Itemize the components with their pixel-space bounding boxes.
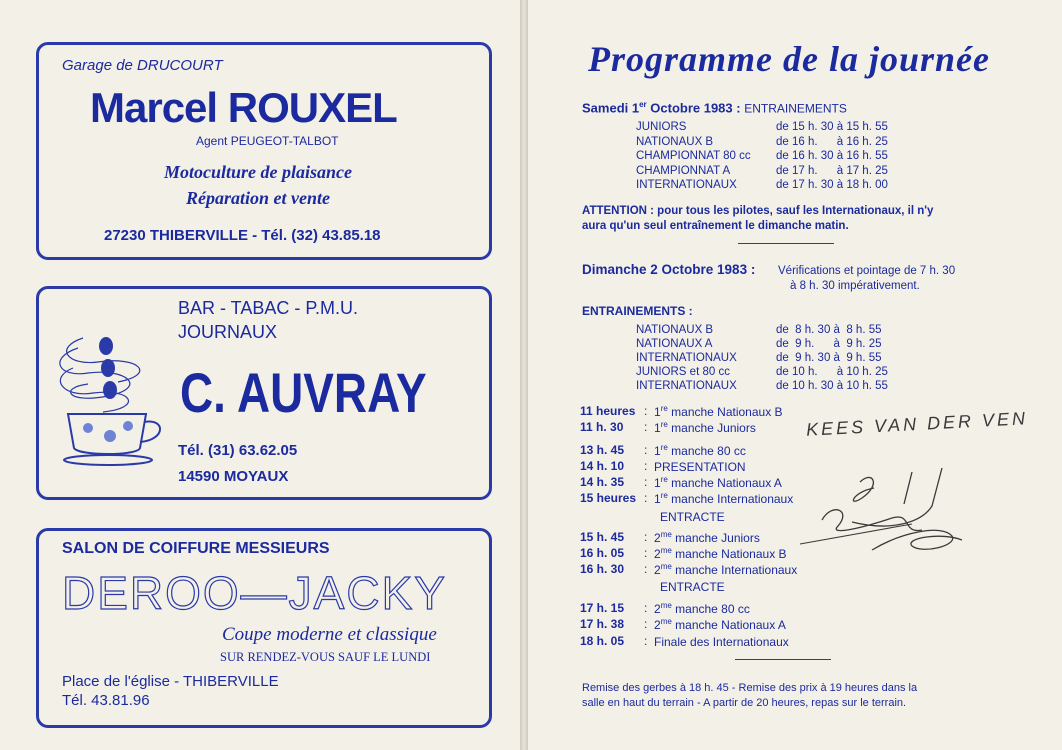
programme-title: Programme de la journée — [588, 39, 990, 79]
race-ordinal-suffix: me — [660, 617, 672, 626]
race-time: 17 h. 15 — [580, 601, 625, 615]
race-colon: : — [644, 420, 648, 434]
race-ordinal-suffix: re — [660, 443, 668, 452]
ad-auvray-name: C. AUVRAY — [180, 361, 427, 424]
signature-icon — [792, 462, 992, 572]
handwritten-name: KEES VAN DER VEN — [805, 408, 1029, 440]
race-label: manche Nationaux A — [667, 476, 782, 490]
race-description — [654, 634, 789, 649]
sunday-verif2: à 8 h. 30 impérativement. — [790, 280, 920, 292]
race-description — [654, 459, 746, 474]
race-ordinal-suffix: re — [660, 491, 668, 500]
ad-rouxel-address: 27230 THIBERVILLE - Tél. (32) 43.85.18 — [104, 227, 381, 244]
race-ordinal: 2 — [654, 531, 661, 545]
schedule-category: INTERNATIONAUX — [636, 380, 737, 392]
ad-rouxel-line1: Motoculture de plaisance — [164, 162, 352, 182]
schedule-category: NATIONAUX B — [636, 135, 714, 148]
center-fold — [520, 0, 528, 750]
schedule-category: INTERNATIONAUX — [636, 179, 737, 191]
ad-auvray-line2: JOURNAUX — [178, 322, 278, 342]
schedule-time: de 17 h. à 17 h. 25 — [776, 164, 888, 177]
race-ordinal: 2 — [654, 547, 661, 561]
race-description — [654, 546, 787, 561]
ad-auvray-phone: Tél. (31) 63.62.05 — [178, 442, 298, 459]
race-ordinal-suffix: me — [660, 546, 672, 555]
race-label: Finale des Internationaux — [654, 635, 789, 649]
race-ordinal: 1 — [654, 476, 661, 490]
race-label: manche Nationaux B — [667, 405, 783, 419]
race-description — [654, 562, 797, 577]
race-description — [654, 617, 786, 632]
ad-deroo-logo: DEROO—JACKY — [62, 567, 447, 619]
race-ordinal: 1 — [654, 492, 661, 506]
entracte-2: ENTRACTE — [660, 580, 725, 594]
schedule-time: de 8 h. 30 à 8 h. 55 — [776, 324, 882, 336]
race-label: manche 80 cc — [667, 444, 746, 458]
race-time: 15 heures — [580, 491, 637, 505]
race-label: manche Juniors — [671, 531, 760, 545]
race-colon: : — [644, 530, 648, 544]
race-ordinal: 1 — [654, 421, 661, 435]
race-ordinal: 1 — [654, 444, 661, 458]
race-colon: : — [644, 601, 648, 615]
schedule-category: NATIONAUX A — [636, 338, 713, 350]
ad-deroo-slogan: Coupe moderne et classique — [222, 624, 437, 645]
attention-line1: ATTENTION : pour tous les pilotes, sauf les Internationaux, il n'y — [582, 205, 934, 217]
schedule-time: de 9 h. 30 à 9 h. 55 — [776, 352, 882, 364]
race-ordinal-suffix: re — [660, 475, 668, 484]
footer-line1: Remise des gerbes à 18 h. 45 - Remise des prix à 19 heures dans la — [582, 682, 918, 694]
race-time: 18 h. 05 — [580, 634, 625, 648]
race-colon: : — [644, 634, 648, 648]
schedule-category: JUNIORS — [636, 121, 687, 133]
race-colon: : — [644, 562, 648, 576]
ad-rouxel-line2: Réparation et vente — [186, 188, 330, 208]
race-time: 15 h. 45 — [580, 530, 625, 544]
race-label: manche Nationaux A — [671, 618, 786, 632]
sunday-verif1: Vérifications et pointage de 7 h. 30 — [778, 265, 956, 277]
race-label: manche Juniors — [667, 421, 756, 435]
schedule-time: de 10 h. à 10 h. 25 — [776, 366, 888, 378]
ad-auvray-city: 14590 MOYAUX — [178, 468, 289, 485]
race-time: 13 h. 45 — [580, 443, 625, 457]
ad-deroo-phone: Tél. 43.81.96 — [62, 692, 150, 709]
race-label: manche Internationaux — [671, 563, 798, 577]
race-ordinal-suffix: me — [660, 562, 672, 571]
race-time: 11 h. 30 — [580, 420, 624, 434]
race-time: 16 h. 30 — [580, 562, 625, 576]
race-time: 16 h. 05 — [580, 546, 625, 560]
ad-auvray-line1: BAR - TABAC - P.M.U. — [178, 298, 359, 318]
left-page — [0, 0, 520, 750]
race-ordinal: 2 — [654, 563, 661, 577]
schedule-category: INTERNATIONAUX — [636, 352, 737, 364]
schedule-time: de 9 h. à 9 h. 25 — [776, 338, 882, 350]
ad-deroo-address: Place de l'église - THIBERVILLE — [62, 673, 279, 690]
schedule-time: de 15 h. 30 à 15 h. 55 — [776, 121, 888, 133]
race-description — [654, 530, 760, 545]
schedule-category: JUNIORS et 80 cc — [636, 366, 730, 378]
ad-rouxel-agent: Agent PEUGEOT-TALBOT — [196, 134, 339, 148]
schedule-time: de 17 h. 30 à 18 h. 00 — [776, 179, 888, 191]
saturday-heading: Samedi 1er Octobre 1983 : ENTRAINEMENTS — [582, 100, 847, 116]
race-time: 14 h. 10 — [580, 459, 625, 473]
ad-deroo-title: SALON DE COIFFURE MESSIEURS — [62, 540, 330, 557]
race-colon: : — [644, 491, 648, 505]
sunday-entrainements-label: ENTRAINEMENTS : — [582, 304, 693, 318]
race-label: manche 80 cc — [671, 602, 750, 616]
race-colon: : — [644, 459, 648, 473]
race-colon: : — [644, 404, 648, 418]
race-time: 17 h. 38 — [580, 617, 625, 631]
race-description — [654, 491, 793, 506]
schedule-category: CHAMPIONNAT 80 cc — [636, 150, 751, 162]
schedule-category: CHAMPIONNAT A — [636, 164, 731, 177]
race-ordinal: 1 — [654, 405, 661, 419]
race-colon: : — [644, 546, 648, 560]
race-time: 11 heures — [580, 404, 636, 418]
race-ordinal-suffix: me — [660, 530, 672, 539]
race-description — [654, 443, 746, 458]
race-label: manche Nationaux B — [671, 547, 787, 561]
race-description — [654, 601, 750, 616]
ad-deroo-hours: SUR RENDEZ-VOUS SAUF LE LUNDI — [220, 650, 431, 664]
sunday-heading: Dimanche 2 Octobre 1983 : — [582, 262, 756, 277]
schedule-category: NATIONAUX B — [636, 324, 714, 336]
divider — [738, 243, 834, 244]
ad-rouxel-name: Marcel ROUXEL — [90, 84, 397, 131]
race-ordinal-suffix: re — [660, 420, 668, 429]
ad-rouxel-garage: Garage de DRUCOURT — [62, 57, 223, 74]
divider — [735, 659, 831, 660]
race-time: 14 h. 35 — [580, 475, 625, 489]
race-ordinal-suffix: re — [660, 404, 668, 413]
race-colon: : — [644, 475, 648, 489]
race-label: PRESENTATION — [654, 460, 746, 474]
footer-line2: salle en haut du terrain - A partir de 20 heures, repas sur le terrain. — [582, 697, 907, 709]
race-label: manche Internationaux — [667, 492, 794, 506]
coffee-cup-icon — [48, 318, 178, 468]
race-description — [654, 420, 756, 435]
race-ordinal-suffix: me — [660, 601, 672, 610]
entracte-1: ENTRACTE — [660, 510, 725, 524]
race-ordinal: 2 — [654, 602, 661, 616]
schedule-time: de 16 h. à 16 h. 25 — [776, 135, 888, 148]
schedule-time: de 10 h. 30 à 10 h. 55 — [776, 380, 888, 392]
race-description — [654, 475, 782, 490]
race-colon: : — [644, 443, 648, 457]
race-colon: : — [644, 617, 648, 631]
race-ordinal: 2 — [654, 618, 661, 632]
attention-line2: aura qu'un seul entraînement le dimanche matin. — [582, 220, 849, 232]
race-description — [654, 404, 783, 419]
schedule-time: de 16 h. 30 à 16 h. 55 — [776, 150, 888, 162]
